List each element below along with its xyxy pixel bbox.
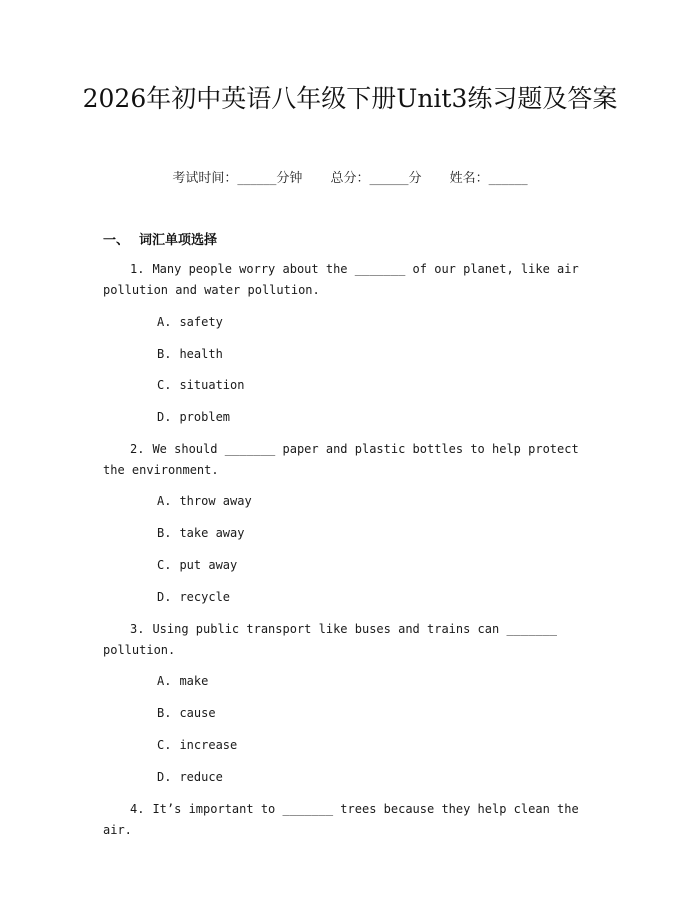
option-letter: D. xyxy=(157,590,172,604)
question-text: Many people worry about the _______ of our planet, like air pollution and water pollution. xyxy=(103,262,579,297)
question-number: 4. xyxy=(130,802,145,816)
question-2-option-b xyxy=(157,526,244,540)
question-2-option-d xyxy=(157,590,230,604)
question-number: 2. xyxy=(130,442,145,456)
option-letter: A. xyxy=(157,674,172,688)
question-1-option-c xyxy=(157,378,244,392)
question-1-option-d xyxy=(157,410,230,424)
question-4 xyxy=(103,799,603,840)
option-text: problem xyxy=(179,410,231,424)
section-number: 一、 xyxy=(103,233,130,248)
option-letter: B. xyxy=(157,347,172,361)
option-text: throw away xyxy=(179,494,252,508)
option-letter: C. xyxy=(157,378,172,392)
exam-time-field: 考试时间：______分钟 xyxy=(172,171,303,186)
option-text: reduce xyxy=(179,770,223,784)
section-heading xyxy=(103,229,217,248)
question-3 xyxy=(103,619,603,660)
question-3-option-c xyxy=(157,738,237,752)
option-letter: D. xyxy=(157,770,172,784)
question-number: 1. xyxy=(130,262,145,276)
question-1 xyxy=(103,259,603,300)
question-2-option-a xyxy=(157,494,252,508)
option-letter: C. xyxy=(157,738,172,752)
option-letter: D. xyxy=(157,410,172,424)
question-text: We should _______ paper and plastic bottles to help protect the environment. xyxy=(103,442,579,477)
question-1-option-b xyxy=(157,347,223,361)
option-letter: C. xyxy=(157,558,172,572)
option-letter: A. xyxy=(157,494,172,508)
section-title: 词汇单项选择 xyxy=(139,233,218,248)
question-1-option-a xyxy=(157,315,223,329)
option-text: cause xyxy=(179,706,216,720)
question-3-option-b xyxy=(157,706,216,720)
option-text: take away xyxy=(179,526,245,540)
option-letter: B. xyxy=(157,526,172,540)
option-text: safety xyxy=(179,315,223,329)
question-2 xyxy=(103,439,603,480)
option-text: make xyxy=(179,674,209,688)
option-text: put away xyxy=(179,558,238,572)
option-text: increase xyxy=(179,738,238,752)
question-number: 3. xyxy=(130,622,145,636)
option-text: recycle xyxy=(179,590,231,604)
question-text: Using public transport like buses and trains can _______ pollution. xyxy=(103,622,558,657)
question-3-option-d xyxy=(157,770,223,784)
question-text: It’s important to _______ trees because they help clean the air. xyxy=(103,802,579,837)
option-text: situation xyxy=(179,378,245,392)
student-name-field: 姓名：______ xyxy=(449,171,528,186)
question-2-option-c xyxy=(157,558,237,572)
total-score-field: 总分：______分 xyxy=(330,171,422,186)
question-3-option-a xyxy=(157,674,208,688)
document-title: 2026年初中英语八年级下册Unit3练习题及答案 xyxy=(82,84,618,113)
option-letter: A. xyxy=(157,315,172,329)
option-text: health xyxy=(179,347,223,361)
option-letter: B. xyxy=(157,706,172,720)
exam-info-line xyxy=(0,167,700,186)
